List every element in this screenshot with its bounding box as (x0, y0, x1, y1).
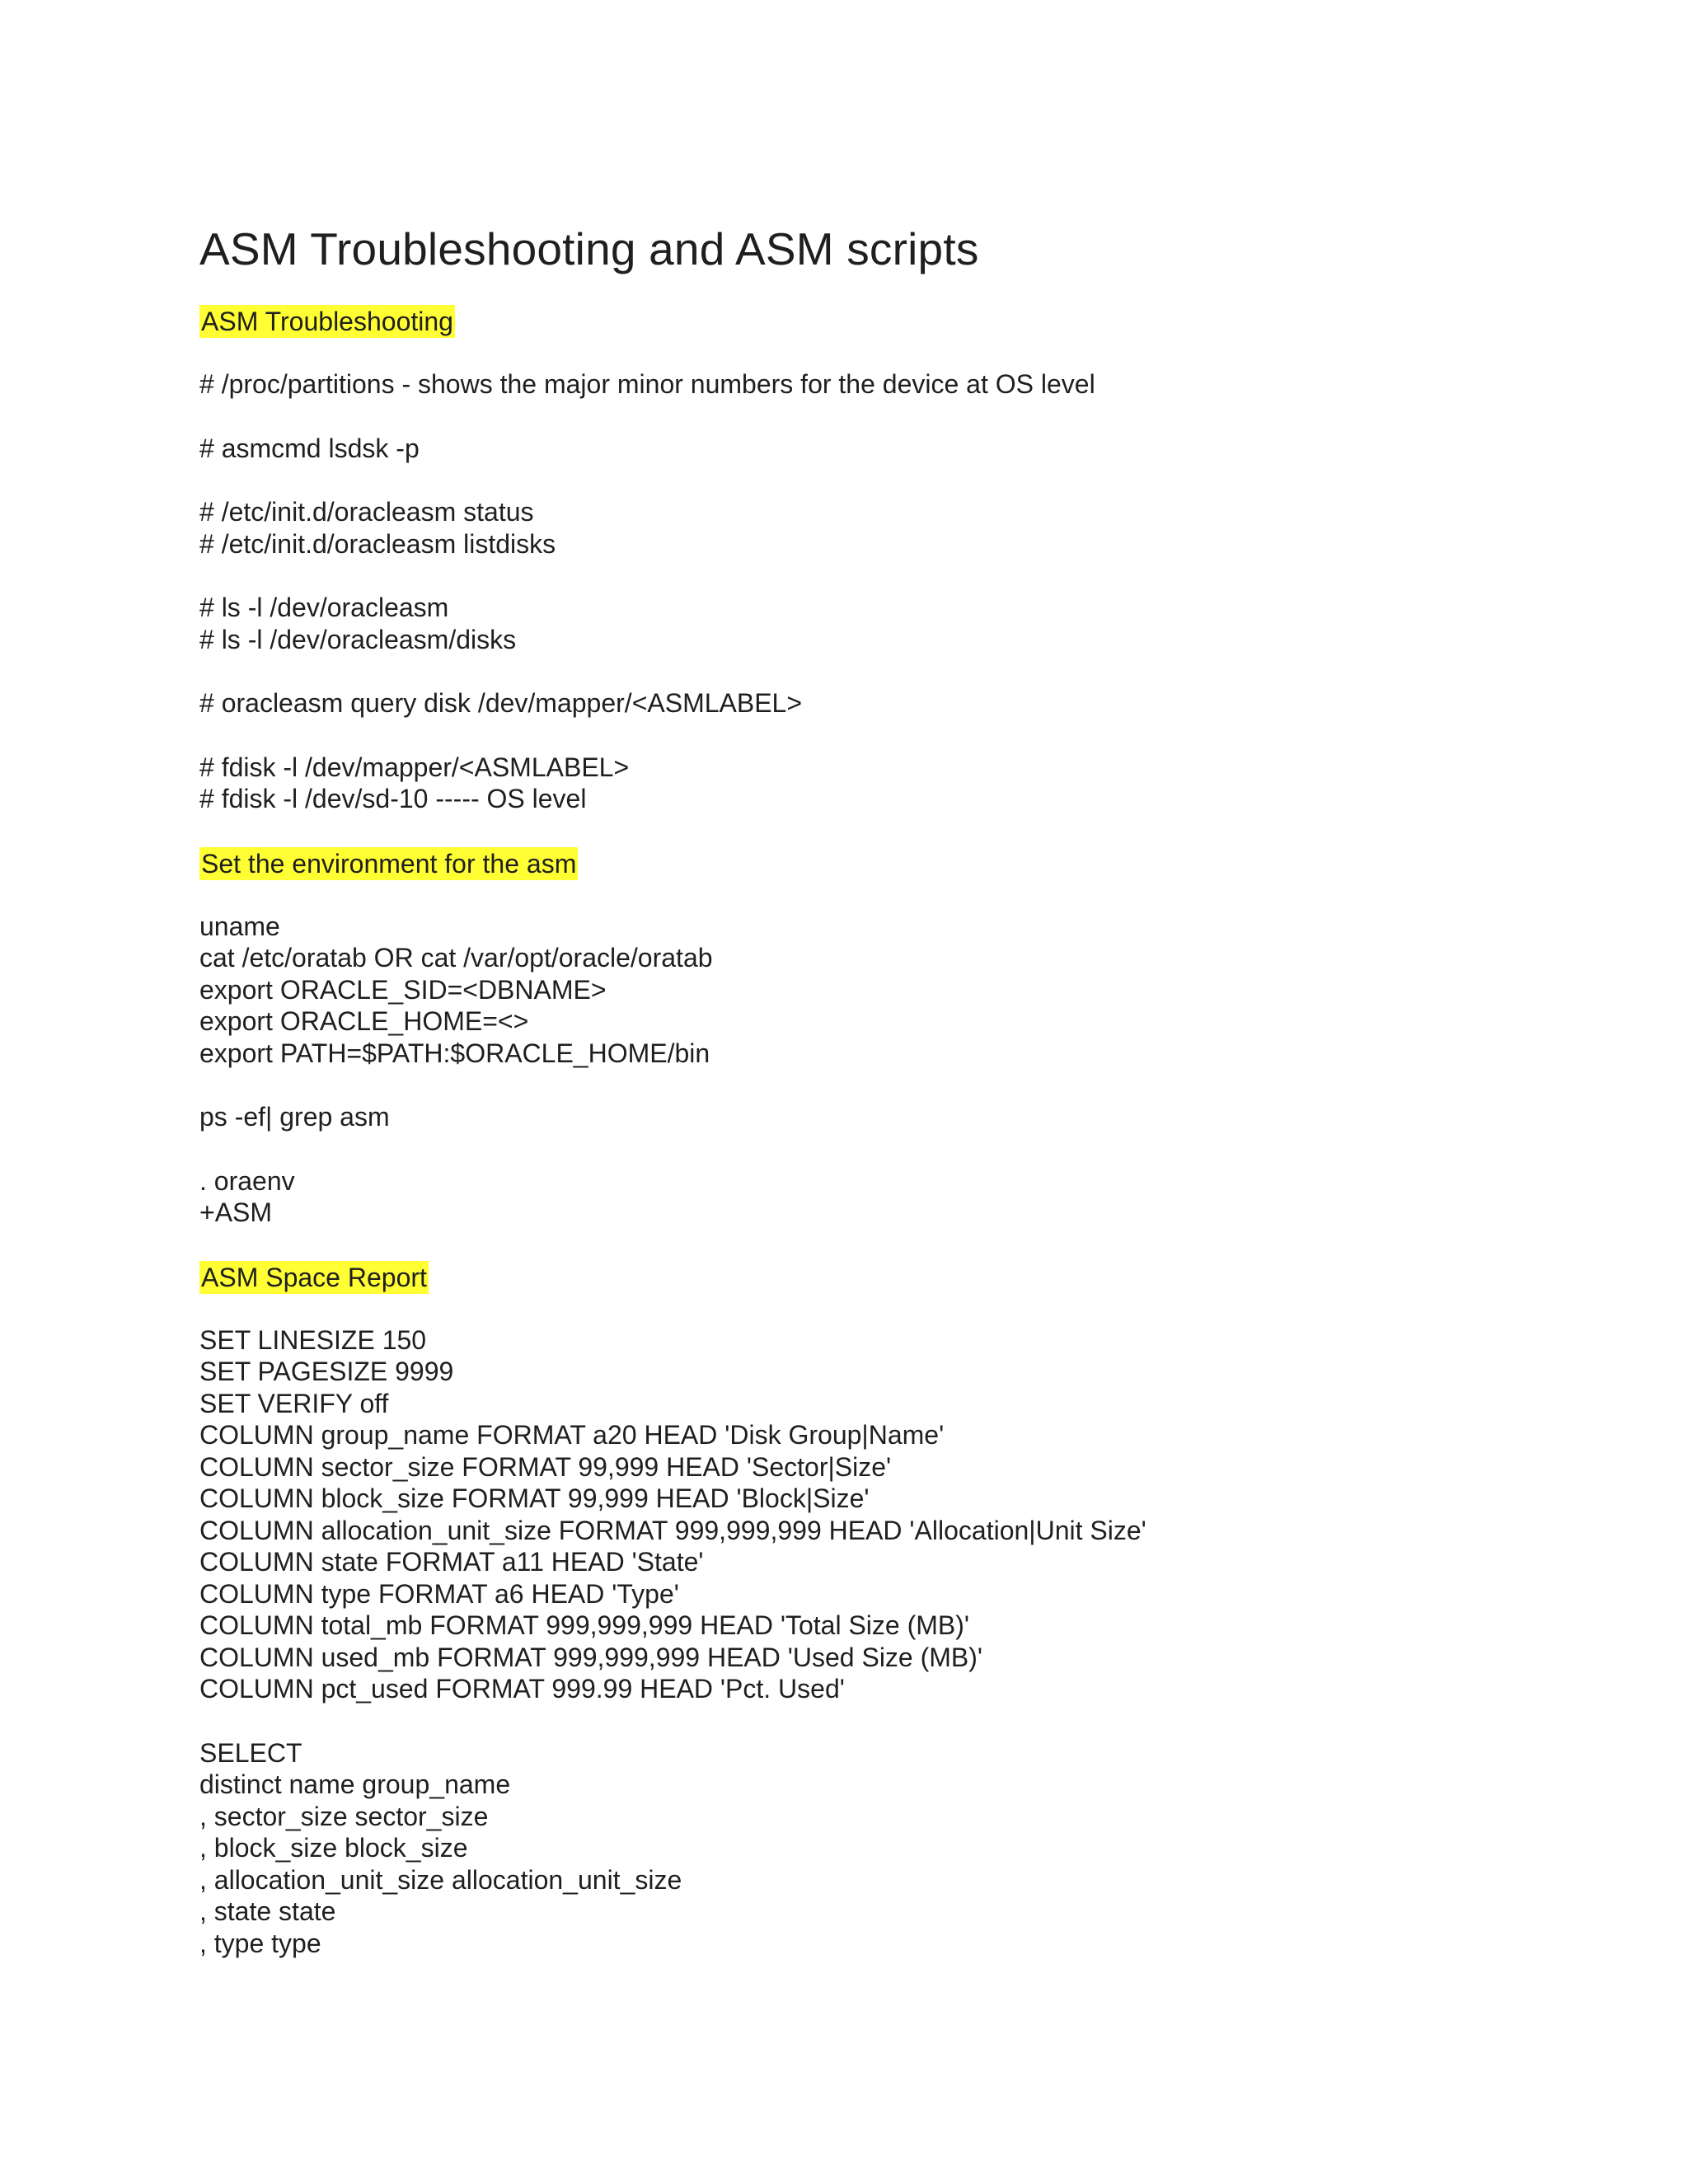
command-line: ps -ef| grep asm (199, 1102, 390, 1132)
command-line: export ORACLE_SID=<DBNAME> (199, 974, 607, 1005)
command-line: # /proc/partitions - shows the major minor numbers for the device at OS level (199, 369, 1095, 399)
command-line: # oracleasm query disk /dev/mapper/<ASMLABEL> (199, 688, 803, 718)
sql-line: , state state (199, 1896, 336, 1926)
sql-line: SELECT (199, 1737, 302, 1768)
sql-line: SET LINESIZE 150 (199, 1324, 427, 1355)
command-block (199, 368, 1601, 401)
sql-line: COLUMN state FORMAT a11 HEAD 'State' (199, 1547, 704, 1577)
sql-line: COLUMN allocation_unit_size FORMAT 999,999,999 HEAD 'Allocation|Unit Size' (199, 1515, 1146, 1545)
document-title: ASM Troubleshooting and ASM scripts (199, 223, 979, 274)
section-asm-space-report (199, 1261, 1601, 1960)
command-line: # ls -l /dev/oracleasm (199, 593, 449, 622)
sql-line: COLUMN used_mb FORMAT 999,999,999 HEAD 'Used Size (MB)' (199, 1642, 983, 1672)
sql-line: COLUMN block_size FORMAT 99,999 HEAD 'Block|Size' (199, 1483, 870, 1513)
command-block (199, 1165, 1601, 1229)
command-block (199, 1101, 1601, 1133)
sql-line: COLUMN type FORMAT a6 HEAD 'Type' (199, 1578, 679, 1609)
command-line: cat /etc/oratab OR cat /var/opt/oracle/oratab (199, 943, 713, 972)
section-heading-asm-troubleshooting: ASM Troubleshooting (201, 307, 453, 336)
sql-line: COLUMN pct_used FORMAT 999.99 HEAD 'Pct. Used' (199, 1674, 845, 1704)
command-line: +ASM (199, 1197, 273, 1227)
section-heading-set-environment: Set the environment for the asm (201, 848, 577, 879)
command-line: # asmcmd lsdsk -p (199, 433, 420, 463)
command-line: # fdisk -l /dev/mapper/<ASMLABEL> (199, 752, 630, 782)
sql-line: , block_size block_size (199, 1833, 468, 1863)
sql-line: , sector_size sector_size (199, 1801, 489, 1831)
command-block (199, 752, 1601, 815)
section-set-environment (199, 847, 1601, 1261)
command-line: # /etc/init.d/oracleasm status (199, 497, 534, 527)
sql-block (199, 1324, 1601, 1705)
command-line: export PATH=$PATH:$ORACLE_HOME/bin (199, 1038, 710, 1068)
command-block (199, 433, 1601, 465)
command-line: . oraenv (199, 1165, 295, 1196)
command-line: export ORACLE_HOME=<> (199, 1006, 529, 1036)
command-block (199, 911, 1601, 1070)
document-page (199, 216, 1601, 1959)
command-line: uname (199, 911, 280, 941)
command-line: # fdisk -l /dev/sd-10 ----- OS level (199, 784, 587, 813)
sql-line: COLUMN total_mb FORMAT 999,999,999 HEAD 'Total Size (MB)' (199, 1610, 970, 1640)
section-heading-asm-space-report: ASM Space Report (201, 1262, 427, 1292)
command-block (199, 687, 1601, 719)
sql-line: COLUMN sector_size FORMAT 99,999 HEAD 'Sector|Size' (199, 1451, 892, 1482)
sql-line: COLUMN group_name FORMAT a20 HEAD 'Disk Group|Name' (199, 1420, 945, 1450)
command-block (199, 592, 1601, 655)
sql-line: SET PAGESIZE 9999 (199, 1357, 454, 1386)
sql-block (199, 1737, 1601, 1960)
command-line: # /etc/init.d/oracleasm listdisks (199, 528, 556, 559)
command-block (199, 496, 1601, 560)
sql-line: distinct name group_name (199, 1769, 511, 1799)
sql-line: , type type (199, 1928, 321, 1958)
sql-line: SET VERIFY off (199, 1388, 389, 1418)
command-line: # ls -l /dev/oracleasm/disks (199, 624, 517, 654)
section-asm-troubleshooting (199, 305, 1601, 847)
sql-line: , allocation_unit_size allocation_unit_size (199, 1864, 682, 1895)
